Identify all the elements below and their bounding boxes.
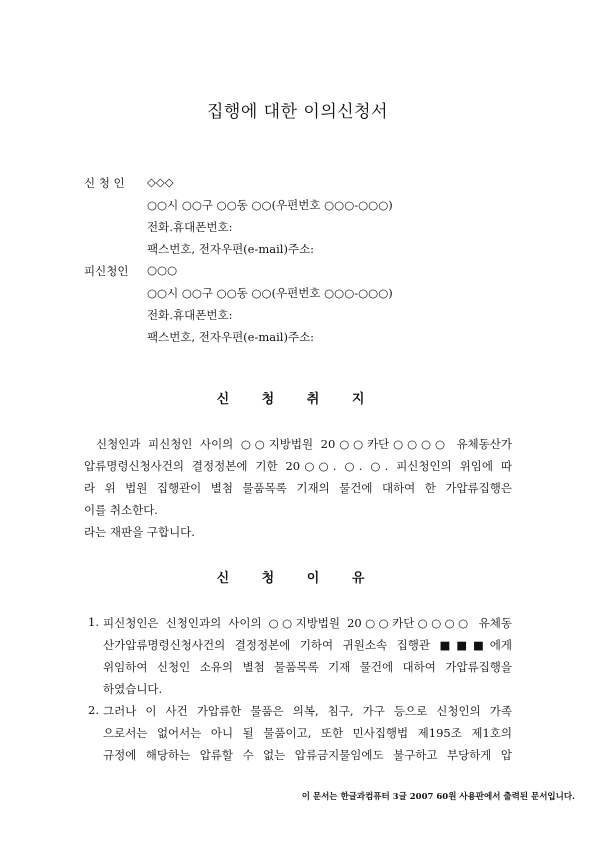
reason-line: 피신청인은 신청인과의 사이의 ○○지방법원 20○○카단○○○○ 유체동 <box>103 616 512 630</box>
respondent-name: ○○○ <box>147 263 178 277</box>
purpose-heading: 신 청 취 지 <box>216 392 379 407</box>
applicant-name: ◇◇◇ <box>147 175 174 189</box>
respondent-label: 피신청인 <box>84 264 129 278</box>
reason-number: 2. <box>88 703 99 717</box>
applicant-phone: 전화․휴대폰번호: <box>147 220 233 234</box>
reason-number: 1. <box>88 615 99 629</box>
reason-line: 그러나 이 사건 가압류한 물품은 의복, 침구, 가구 등으로 신청인의 가족 <box>103 704 512 718</box>
respondent-address: ○○시 ○○구 ○○동 ○○(우편번호 ○○○-○○○) <box>147 286 393 300</box>
respondent-fax-email: 팩스번호, 전자우편(e-mail)주소: <box>147 330 315 344</box>
reason-line: 산가압류명령신청사건의 결정정본에 기하여 귀원소속 집행관 ■■■에게 <box>103 638 512 652</box>
reason-line: 규정에 해당하는 압류할 수 없는 압류금지물임에도 불구하고 부당하게 압 <box>103 748 512 762</box>
reason-line: 으로서는 없어서는 아니 될 물품이고, 또한 민사집행법 제195조 제1호의 <box>103 726 512 740</box>
applicant-label: 신 청 인 <box>84 176 125 190</box>
reasons-heading: 신 청 이 유 <box>216 571 379 586</box>
applicant-fax-email: 팩스번호, 전자우편(e-mail)주소: <box>147 242 315 256</box>
purpose-line: 라 위 법원 집행관이 별첨 물품목록 기재의 물건에 대하여 한 가압류집행은 <box>84 481 512 495</box>
purpose-line: 신청인과 피신청인 사이의 ○○지방법원 20○○카단○○○○ 유체동산가 <box>96 437 512 451</box>
respondent-phone: 전화․휴대폰번호: <box>147 308 233 322</box>
applicant-address: ○○시 ○○구 ○○동 ○○(우편번호 ○○○-○○○) <box>147 198 393 212</box>
purpose-line: 이를 취소한다. <box>84 503 158 517</box>
reason-line: 위임하여 신청인 소유의 별첨 물품목록 기재 물건에 대하여 가압류집행을 <box>103 660 512 674</box>
footer-note: 이 문서는 한글과컴퓨터 3글 2007 60원 사용판에서 출력된 문서입니다. <box>301 792 575 802</box>
document-title: 집행에 대한 이의신청서 <box>206 102 389 122</box>
purpose-line: 압류명령신청사건의 결정정본에 기한 20○○. ○. ○. 피신청인의 위임에 따 <box>84 459 512 473</box>
purpose-closing: 라는 재판을 구합니다. <box>84 525 195 539</box>
reason-line: 하였습니다. <box>103 682 163 696</box>
